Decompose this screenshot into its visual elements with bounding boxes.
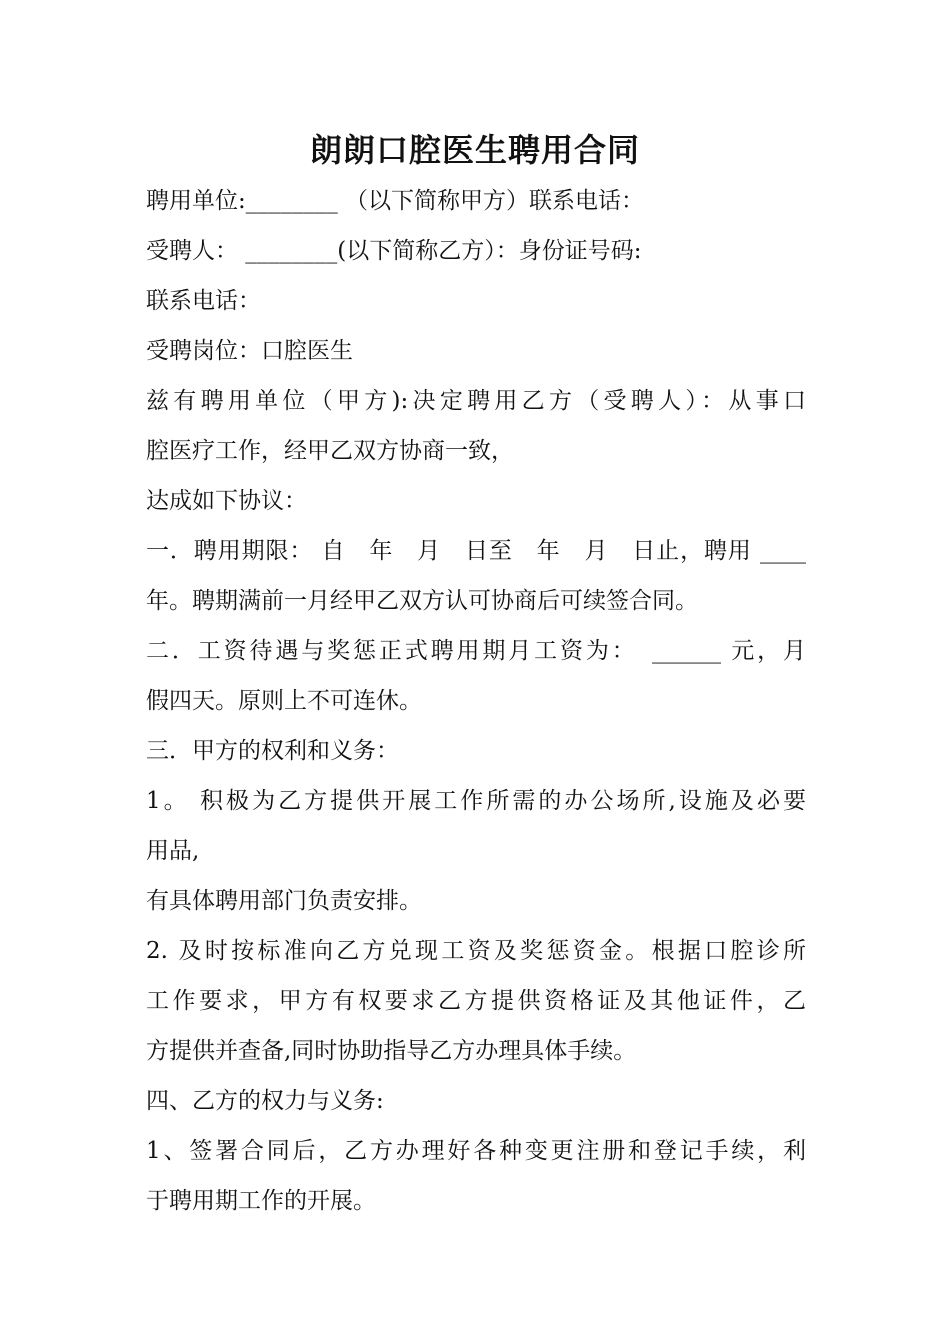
- clause-3-item-2-line-2: 工作要求，甲方有权要求乙方提供资格证及其他证件，乙: [146, 988, 806, 1014]
- clause-4-heading: 四、乙方的权力与义务:: [146, 1088, 384, 1114]
- line-preamble-1: 兹有聘用单位（甲方):决定聘用乙方（受聘人）：从事口: [146, 388, 806, 414]
- clause-3-item-1-line-3: 有具体聘用部门负责安排。: [146, 888, 422, 914]
- clause-3-heading: 三．甲方的权利和义务：: [146, 738, 399, 764]
- clause-4-item-1-line-2: 于聘用期工作的开展。: [146, 1188, 376, 1214]
- line-employer: 聘用单位:________ （以下简称甲方）联系电话：: [146, 188, 645, 214]
- line-employee: 受聘人： ________(以下简称乙方）：身份证号码:: [146, 238, 642, 264]
- clause-3-item-1-line-1: 1。 积极为乙方提供开展工作所需的办公场所,设施及必要: [146, 788, 806, 814]
- line-position: 受聘岗位：口腔医生: [146, 338, 353, 364]
- clause-3-item-2-line-3: 方提供并查备,同时协助指导乙方办理具体手续。: [146, 1038, 637, 1064]
- line-agreement: 达成如下协议：: [146, 488, 307, 514]
- clause-3-item-1-line-2: 用品,: [146, 838, 200, 864]
- clause-2-salary-line-2: 假四天。原则上不可连休。: [146, 688, 422, 714]
- clause-1-term-line-2: 年。聘期满前一月经甲乙双方认可协商后可续签合同。: [146, 588, 698, 614]
- clause-1-term-line-1: 一．聘用期限： 自 年 月 日至 年 月 日止，聘用 ____: [146, 538, 806, 564]
- line-contact-phone: 联系电话：: [146, 288, 261, 314]
- clause-4-item-1-line-1: 1、签署合同后，乙方办理好各种变更注册和登记手续，利: [146, 1138, 806, 1164]
- document-title: 朗朗口腔医生聘用合同: [309, 131, 640, 169]
- document-body: [146, 176, 806, 1226]
- clause-2-salary-line-1: 二．工资待遇与奖惩正式聘用期月工资为： ______ 元，月: [146, 638, 806, 664]
- clause-3-item-2-line-1: 2. 及时按标准向乙方兑现工资及奖惩资金。根据口腔诊所: [146, 938, 806, 964]
- line-preamble-2: 腔医疗工作，经甲乙双方协商一致，: [146, 438, 514, 464]
